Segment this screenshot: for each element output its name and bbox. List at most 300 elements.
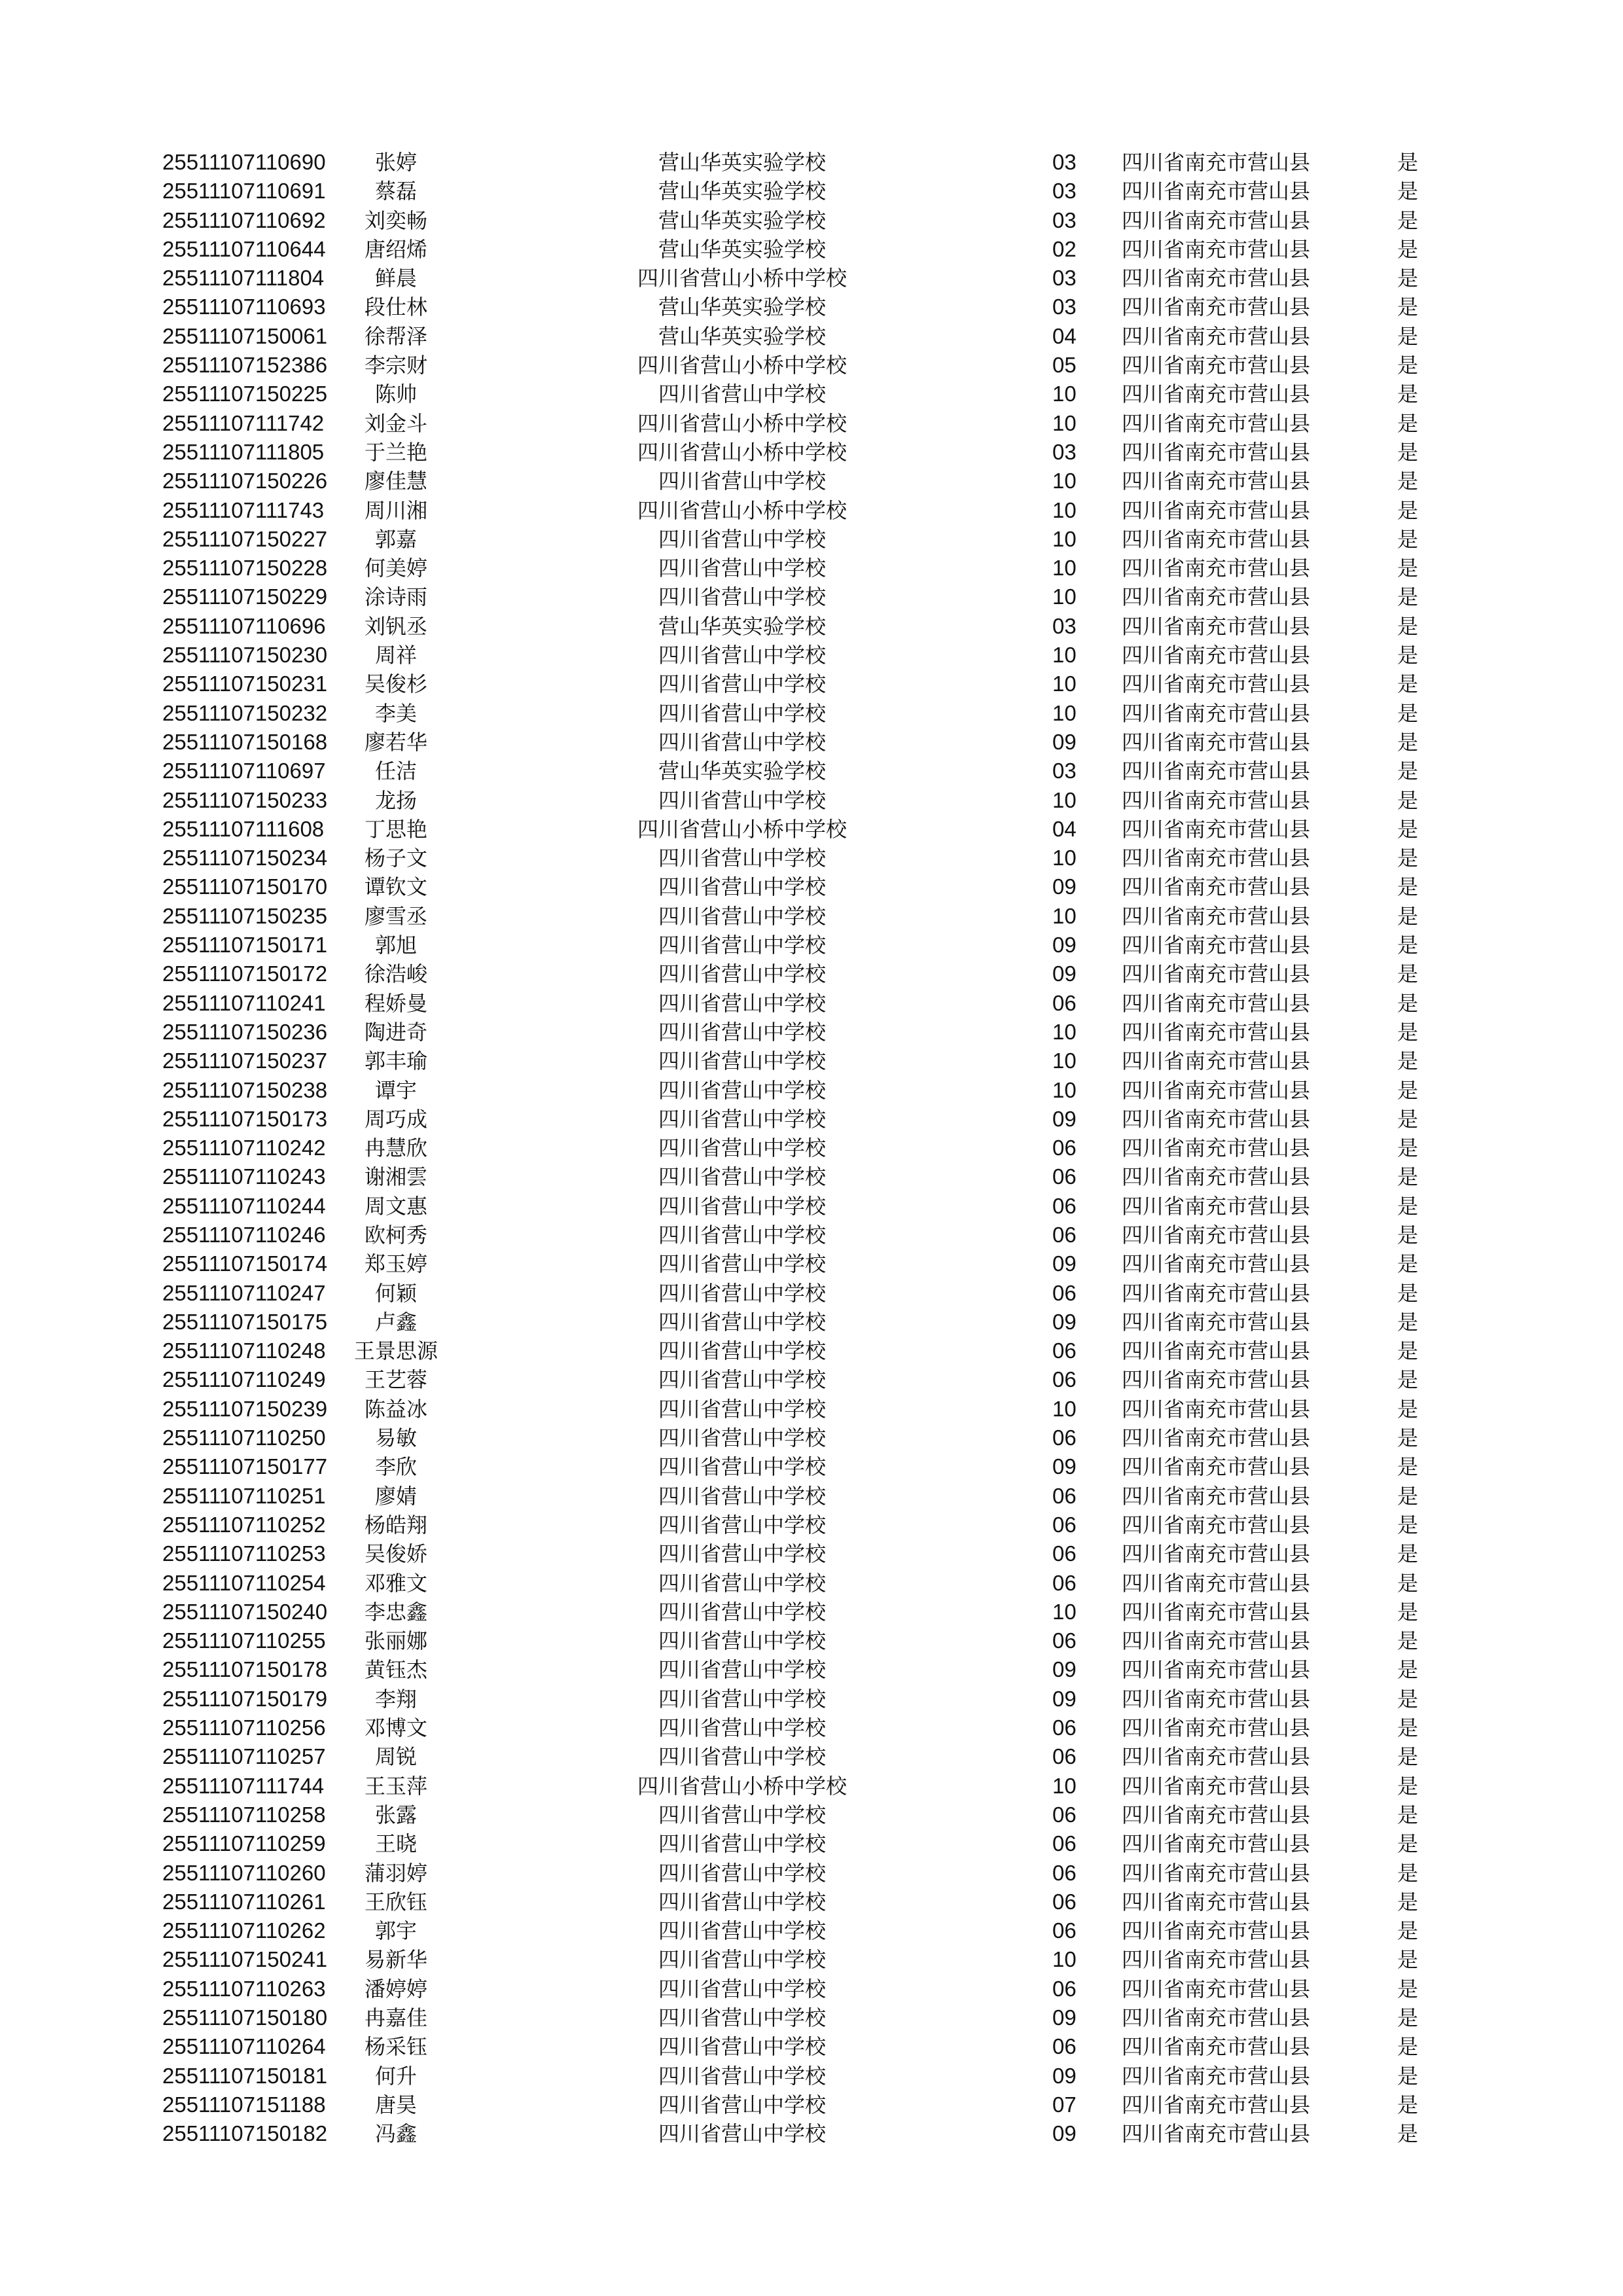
- school-name: 四川省营山中学校: [658, 1251, 826, 1277]
- region-name: 四川省南充市营山县: [1122, 266, 1311, 291]
- candidate-id: 25511107150171: [162, 933, 328, 958]
- subject-code: 06: [1052, 1483, 1077, 1508]
- school-name: 四川省营山小桥中学校: [637, 439, 847, 465]
- region-name: 四川省南充市营山县: [1122, 1657, 1311, 1683]
- region-name: 四川省南充市营山县: [1122, 1251, 1311, 1277]
- eligibility-flag: 是: [1397, 1106, 1419, 1132]
- region-name: 四川省南充市营山县: [1122, 990, 1311, 1016]
- student-name: 任洁: [374, 759, 417, 784]
- region-name: 四川省南充市营山县: [1122, 1106, 1311, 1132]
- eligibility-flag: 是: [1397, 1715, 1419, 1741]
- table-row: [162, 1945, 1471, 1974]
- eligibility-flag: 是: [1397, 1164, 1419, 1190]
- subject-code: 10: [1052, 672, 1077, 696]
- student-name: 鲜晨: [374, 266, 417, 291]
- table-row: [162, 1162, 1471, 1191]
- eligibility-flag: 是: [1397, 295, 1419, 320]
- school-name: 四川省营山中学校: [658, 1889, 826, 1914]
- student-name: 郑玉婷: [364, 1251, 427, 1277]
- subject-code: 03: [1052, 266, 1077, 291]
- student-name: 刘金斗: [364, 410, 427, 436]
- candidate-id: 25511107110261: [162, 1889, 326, 1914]
- region-name: 四川省南充市营山县: [1122, 1802, 1311, 1827]
- region-name: 四川省南充市营山县: [1122, 729, 1311, 755]
- table-row: [162, 1395, 1471, 1424]
- table-row: [162, 1482, 1471, 1511]
- candidate-id: 25511107150231: [162, 672, 328, 696]
- region-name: 四川省南充市营山县: [1122, 1686, 1311, 1712]
- eligibility-flag: 是: [1397, 1019, 1419, 1045]
- eligibility-flag: 是: [1397, 1918, 1419, 1944]
- region-name: 四川省南充市营山县: [1122, 1426, 1311, 1451]
- school-name: 营山华英实验学校: [658, 179, 826, 204]
- candidate-id: 25511107110257: [162, 1744, 326, 1769]
- school-name: 四川省营山中学校: [658, 1744, 826, 1770]
- student-name: 何颖: [374, 1280, 417, 1306]
- school-name: 营山华英实验学校: [658, 613, 826, 639]
- table-row: [162, 1801, 1471, 1829]
- eligibility-flag: 是: [1397, 1280, 1419, 1306]
- subject-code: 09: [1052, 1309, 1077, 1334]
- region-name: 四川省南充市营山县: [1122, 1136, 1311, 1161]
- candidate-id: 25511107150234: [162, 846, 328, 870]
- student-name: 周锐: [374, 1744, 417, 1770]
- eligibility-flag: 是: [1397, 1976, 1419, 2001]
- candidate-id: 25511107110691: [162, 179, 326, 204]
- region-name: 四川省南充市营山县: [1122, 933, 1311, 958]
- subject-code: 06: [1052, 1889, 1077, 1914]
- student-name: 唐绍烯: [364, 236, 427, 262]
- candidate-id: 25511107110692: [162, 207, 326, 232]
- eligibility-flag: 是: [1397, 266, 1419, 291]
- region-name: 四川省南充市营山县: [1122, 1164, 1311, 1190]
- subject-code: 10: [1052, 643, 1077, 668]
- region-name: 四川省南充市营山县: [1122, 2121, 1311, 2147]
- eligibility-flag: 是: [1397, 1599, 1419, 1624]
- eligibility-flag: 是: [1397, 179, 1419, 204]
- subject-code: 06: [1052, 1918, 1077, 1943]
- subject-code: 10: [1052, 556, 1077, 581]
- table-row: [162, 380, 1471, 408]
- subject-code: 09: [1052, 1106, 1077, 1131]
- region-name: 四川省南充市营山县: [1122, 759, 1311, 784]
- school-name: 四川省营山中学校: [658, 526, 826, 552]
- school-name: 四川省营山中学校: [658, 2121, 826, 2147]
- subject-code: 06: [1052, 1136, 1077, 1160]
- school-name: 四川省营山中学校: [658, 1657, 826, 1683]
- school-name: 四川省营山中学校: [658, 1686, 826, 1712]
- table-row: [162, 1975, 1471, 2003]
- eligibility-flag: 是: [1397, 207, 1419, 233]
- student-name: 廖婧: [374, 1483, 417, 1509]
- candidate-id: 25511107150237: [162, 1049, 328, 1073]
- candidate-id: 25511107110256: [162, 1715, 326, 1740]
- candidate-id: 25511107150182: [162, 2121, 328, 2146]
- region-name: 四川省南充市营山县: [1122, 410, 1311, 436]
- table-row: [162, 1888, 1471, 1916]
- school-name: 四川省营山中学校: [658, 874, 826, 900]
- student-name: 丁思艳: [364, 816, 427, 842]
- eligibility-flag: 是: [1397, 874, 1419, 900]
- table-row: [162, 438, 1471, 467]
- subject-code: 09: [1052, 2063, 1077, 2088]
- student-name: 何美婷: [364, 556, 427, 581]
- region-name: 四川省南充市营山县: [1122, 1512, 1311, 1537]
- candidate-id: 25511107110697: [162, 759, 326, 783]
- school-name: 四川省营山中学校: [658, 1164, 826, 1190]
- eligibility-flag: 是: [1397, 1860, 1419, 1886]
- table-row: [162, 989, 1471, 1018]
- table-row: [162, 1859, 1471, 1888]
- region-name: 四川省南充市营山县: [1122, 1831, 1311, 1857]
- school-name: 四川省营山中学校: [658, 1309, 826, 1335]
- school-name: 四川省营山中学校: [658, 469, 826, 494]
- region-name: 四川省南充市营山县: [1122, 1367, 1311, 1393]
- region-name: 四川省南充市营山县: [1122, 439, 1311, 465]
- table-row: [162, 931, 1471, 960]
- student-name: 蒲羽婷: [364, 1860, 427, 1886]
- region-name: 四川省南充市营山县: [1122, 643, 1311, 668]
- table-row: [162, 1279, 1471, 1308]
- region-name: 四川省南充市营山县: [1122, 2092, 1311, 2117]
- subject-code: 10: [1052, 497, 1077, 522]
- eligibility-flag: 是: [1397, 729, 1419, 755]
- candidate-id: 25511107150061: [162, 323, 328, 348]
- candidate-id: 25511107110243: [162, 1164, 326, 1189]
- subject-code: 09: [1052, 933, 1077, 958]
- school-name: 四川省营山中学校: [658, 1541, 826, 1567]
- subject-code: 09: [1052, 2121, 1077, 2146]
- school-name: 四川省营山中学校: [658, 2063, 826, 2089]
- region-name: 四川省南充市营山县: [1122, 1396, 1311, 1422]
- region-name: 四川省南充市营山县: [1122, 497, 1311, 523]
- candidate-id: 25511107110263: [162, 1976, 326, 2001]
- school-name: 四川省营山中学校: [658, 2005, 826, 2030]
- table-row: [162, 1655, 1471, 1684]
- student-name: 廖雪丞: [364, 903, 427, 929]
- subject-code: 06: [1052, 1860, 1077, 1885]
- eligibility-flag: 是: [1397, 903, 1419, 929]
- candidate-id: 25511107150241: [162, 1947, 328, 1972]
- student-name: 李宗财: [364, 353, 427, 378]
- subject-code: 10: [1052, 410, 1077, 435]
- region-name: 四川省南充市营山县: [1122, 1193, 1311, 1219]
- table-row: [162, 264, 1471, 293]
- eligibility-flag: 是: [1397, 933, 1419, 958]
- table-row: [162, 1829, 1471, 1858]
- table-row: [162, 612, 1471, 641]
- subject-code: 10: [1052, 584, 1077, 609]
- region-name: 四川省南充市营山县: [1122, 295, 1311, 320]
- school-name: 四川省营山中学校: [658, 556, 826, 581]
- eligibility-flag: 是: [1397, 382, 1419, 407]
- region-name: 四川省南充市营山县: [1122, 961, 1311, 987]
- candidate-id: 25511107110244: [162, 1193, 326, 1218]
- school-name: 四川省营山中学校: [658, 1976, 826, 2001]
- school-name: 四川省营山中学校: [658, 1483, 826, 1509]
- eligibility-flag: 是: [1397, 961, 1419, 987]
- student-name: 李美: [374, 700, 417, 726]
- eligibility-flag: 是: [1397, 410, 1419, 436]
- subject-code: 10: [1052, 700, 1077, 725]
- student-name: 冉嘉佳: [364, 2005, 427, 2030]
- candidate-id: 25511107150178: [162, 1657, 328, 1682]
- table-row: [162, 1192, 1471, 1221]
- subject-code: 09: [1052, 1454, 1077, 1479]
- student-name: 陶进奇: [364, 1019, 427, 1045]
- eligibility-flag: 是: [1397, 469, 1419, 494]
- candidate-id: 25511107150226: [162, 469, 328, 493]
- table-row: [162, 815, 1471, 844]
- candidate-id: 25511107111805: [162, 439, 325, 464]
- eligibility-flag: 是: [1397, 1686, 1419, 1712]
- eligibility-flag: 是: [1397, 1338, 1419, 1364]
- candidate-id: 25511107150173: [162, 1106, 328, 1131]
- table-row: [162, 322, 1471, 351]
- region-name: 四川省南充市营山县: [1122, 1628, 1311, 1654]
- region-name: 四川省南充市营山县: [1122, 526, 1311, 552]
- subject-code: 10: [1052, 382, 1077, 406]
- candidate-id: 25511107110248: [162, 1338, 326, 1363]
- student-name: 郭丰瑜: [364, 1049, 427, 1074]
- student-name: 周文惠: [364, 1193, 427, 1219]
- candidate-id: 25511107150240: [162, 1599, 328, 1624]
- table-row: [162, 1249, 1471, 1278]
- subject-code: 03: [1052, 179, 1077, 204]
- student-name: 周川湘: [364, 497, 427, 523]
- eligibility-flag: 是: [1397, 1512, 1419, 1537]
- table-row: [162, 1713, 1471, 1742]
- school-name: 四川省营山中学校: [658, 1077, 826, 1103]
- table-row: [162, 902, 1471, 931]
- table-row: [162, 786, 1471, 815]
- eligibility-flag: 是: [1397, 643, 1419, 668]
- candidate-id: 25511107150228: [162, 556, 328, 581]
- subject-code: 06: [1052, 2034, 1077, 2059]
- student-name: 龙扬: [374, 787, 417, 813]
- eligibility-flag: 是: [1397, 1483, 1419, 1509]
- student-name: 廖佳慧: [364, 469, 427, 494]
- subject-code: 09: [1052, 1657, 1077, 1682]
- subject-code: 10: [1052, 1049, 1077, 1073]
- student-name: 陈益冰: [364, 1396, 427, 1422]
- eligibility-flag: 是: [1397, 150, 1419, 175]
- candidate-id: 25511107110262: [162, 1918, 326, 1943]
- eligibility-flag: 是: [1397, 584, 1419, 610]
- student-name: 易新华: [364, 1947, 427, 1973]
- school-name: 四川省营山中学校: [658, 2092, 826, 2117]
- subject-code: 10: [1052, 787, 1077, 812]
- subject-code: 06: [1052, 1570, 1077, 1595]
- eligibility-flag: 是: [1397, 1367, 1419, 1393]
- subject-code: 06: [1052, 1164, 1077, 1189]
- school-name: 四川省营山中学校: [658, 787, 826, 813]
- region-name: 四川省南充市营山县: [1122, 1976, 1311, 2001]
- eligibility-flag: 是: [1397, 816, 1419, 842]
- student-name: 冉慧欣: [364, 1136, 427, 1161]
- school-name: 四川省营山中学校: [658, 1367, 826, 1393]
- eligibility-flag: 是: [1397, 990, 1419, 1016]
- candidate-id: 25511107110251: [162, 1483, 326, 1508]
- school-name: 四川省营山中学校: [658, 1106, 826, 1132]
- table-row: [162, 1105, 1471, 1134]
- table-row: [162, 1916, 1471, 1945]
- region-name: 四川省南充市营山县: [1122, 1280, 1311, 1306]
- eligibility-flag: 是: [1397, 700, 1419, 726]
- eligibility-flag: 是: [1397, 1426, 1419, 1451]
- school-name: 四川省营山中学校: [658, 1947, 826, 1973]
- candidate-id: 25511107111743: [162, 497, 325, 522]
- candidate-id: 25511107150181: [162, 2063, 328, 2088]
- student-name: 张露: [374, 1802, 417, 1827]
- school-name: 四川省营山中学校: [658, 1831, 826, 1857]
- candidate-id: 25511107110241: [162, 990, 326, 1015]
- subject-code: 10: [1052, 1947, 1077, 1972]
- candidate-id: 25511107150177: [162, 1454, 328, 1479]
- eligibility-flag: 是: [1397, 497, 1419, 523]
- subject-code: 09: [1052, 1686, 1077, 1711]
- candidate-id: 25511107150170: [162, 874, 328, 899]
- eligibility-flag: 是: [1397, 1454, 1419, 1480]
- school-name: 营山华英实验学校: [658, 295, 826, 320]
- region-name: 四川省南充市营山县: [1122, 1483, 1311, 1509]
- school-name: 四川省营山中学校: [658, 729, 826, 755]
- candidate-id: 25511107150232: [162, 700, 328, 725]
- candidate-id: 25511107110696: [162, 613, 326, 638]
- student-name: 杨子文: [364, 846, 427, 871]
- eligibility-flag: 是: [1397, 556, 1419, 581]
- student-name: 于兰艳: [364, 439, 427, 465]
- subject-code: 03: [1052, 150, 1077, 174]
- candidate-id: 25511107110258: [162, 1802, 326, 1827]
- student-name: 涂诗雨: [364, 584, 427, 610]
- table-row: [162, 1424, 1471, 1452]
- candidate-id: 25511107110249: [162, 1367, 326, 1392]
- table-row: [162, 960, 1471, 988]
- school-name: 四川省营山中学校: [658, 961, 826, 987]
- region-name: 四川省南充市营山县: [1122, 1860, 1311, 1886]
- subject-code: 06: [1052, 1744, 1077, 1769]
- table-row: [162, 872, 1471, 901]
- subject-code: 06: [1052, 1541, 1077, 1566]
- candidate-id: 25511107110644: [162, 236, 326, 261]
- table-row: [162, 1626, 1471, 1655]
- school-name: 四川省营山中学校: [658, 2034, 826, 2060]
- school-name: 四川省营山中学校: [658, 1802, 826, 1827]
- student-name: 杨采钰: [364, 2034, 427, 2060]
- school-name: 四川省营山中学校: [658, 1918, 826, 1944]
- subject-code: 05: [1052, 353, 1077, 378]
- eligibility-flag: 是: [1397, 759, 1419, 784]
- table-row: [162, 1365, 1471, 1394]
- eligibility-flag: 是: [1397, 439, 1419, 465]
- student-name: 邓博文: [364, 1715, 427, 1741]
- school-name: 营山华英实验学校: [658, 236, 826, 262]
- table-row: [162, 177, 1471, 206]
- table-row: [162, 1772, 1471, 1801]
- student-name: 张婷: [374, 150, 417, 175]
- eligibility-flag: 是: [1397, 1773, 1419, 1799]
- student-name: 周祥: [374, 643, 417, 668]
- school-name: 四川省营山中学校: [658, 1049, 826, 1074]
- eligibility-flag: 是: [1397, 672, 1419, 697]
- student-name: 廖若华: [364, 729, 427, 755]
- candidate-id: 25511107111742: [162, 410, 325, 435]
- subject-code: 06: [1052, 1628, 1077, 1653]
- table-row: [162, 2090, 1471, 2119]
- region-name: 四川省南充市营山县: [1122, 353, 1311, 378]
- candidate-id: 25511107110255: [162, 1628, 326, 1653]
- subject-code: 10: [1052, 526, 1077, 551]
- subject-code: 10: [1052, 846, 1077, 870]
- table-row: [162, 2032, 1471, 2061]
- eligibility-flag: 是: [1397, 787, 1419, 813]
- subject-code: 06: [1052, 1280, 1077, 1305]
- candidate-id: 25511107110242: [162, 1136, 326, 1160]
- subject-code: 06: [1052, 990, 1077, 1015]
- student-name: 何升: [374, 2063, 417, 2089]
- student-name: 吴俊娇: [364, 1541, 427, 1567]
- region-name: 四川省南充市营山县: [1122, 1599, 1311, 1624]
- candidate-id: 25511107150225: [162, 382, 328, 406]
- table-row: [162, 728, 1471, 757]
- school-name: 四川省营山中学校: [658, 903, 826, 929]
- candidate-id: 25511107150230: [162, 643, 328, 668]
- school-name: 四川省营山中学校: [658, 584, 826, 610]
- school-name: 四川省营山中学校: [658, 1426, 826, 1451]
- eligibility-flag: 是: [1397, 1396, 1419, 1422]
- school-name: 四川省营山中学校: [658, 700, 826, 726]
- candidate-id: 25511107150168: [162, 729, 328, 754]
- table-row: [162, 525, 1471, 554]
- table-row: [162, 1221, 1471, 1249]
- subject-code: 02: [1052, 236, 1077, 261]
- school-name: 四川省营山中学校: [658, 1599, 826, 1624]
- eligibility-flag: 是: [1397, 1309, 1419, 1335]
- subject-code: 06: [1052, 1338, 1077, 1363]
- region-name: 四川省南充市营山县: [1122, 323, 1311, 349]
- region-name: 四川省南充市营山县: [1122, 1077, 1311, 1103]
- table-row: [162, 1511, 1471, 1539]
- student-name: 易敏: [374, 1426, 417, 1451]
- student-name: 徐帮泽: [364, 323, 427, 349]
- candidate-id: 25511107110690: [162, 150, 326, 174]
- table-row: [162, 2119, 1471, 2148]
- region-name: 四川省南充市营山县: [1122, 556, 1311, 581]
- region-name: 四川省南充市营山县: [1122, 1049, 1311, 1074]
- student-name: 王晓: [374, 1831, 417, 1857]
- school-name: 四川省营山中学校: [658, 1136, 826, 1161]
- student-name: 吴俊杉: [364, 672, 427, 697]
- school-name: 四川省营山中学校: [658, 1570, 826, 1596]
- school-name: 四川省营山中学校: [658, 846, 826, 871]
- candidate-id: 25511107150229: [162, 584, 328, 609]
- school-name: 营山华英实验学校: [658, 323, 826, 349]
- school-name: 四川省营山中学校: [658, 1019, 826, 1045]
- subject-code: 07: [1052, 2092, 1077, 2117]
- subject-code: 06: [1052, 1976, 1077, 2001]
- table-row: [162, 1018, 1471, 1047]
- school-name: 四川省营山小桥中学校: [637, 1773, 847, 1799]
- subject-code: 06: [1052, 1222, 1077, 1247]
- student-name: 刘奕畅: [364, 207, 427, 233]
- school-name: 四川省营山中学校: [658, 672, 826, 697]
- student-name: 徐浩峻: [364, 961, 427, 987]
- school-name: 四川省营山小桥中学校: [637, 266, 847, 291]
- table-row: [162, 1539, 1471, 1568]
- candidate-id: 25511107111804: [162, 266, 325, 291]
- eligibility-flag: 是: [1397, 613, 1419, 639]
